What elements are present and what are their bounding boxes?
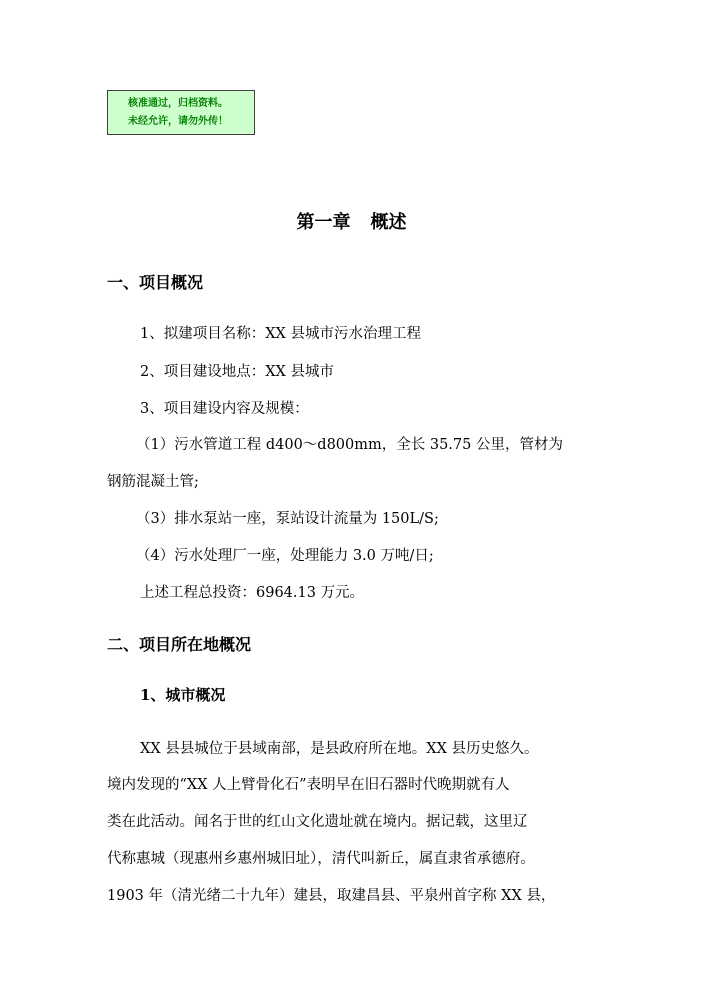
chapter-name: 概述 [370,212,407,233]
approval-stamp [107,90,255,135]
stamp-line-1: 核准通过，归档资料。 [128,98,228,109]
sub-item-sewer-pipe: （1）污水管道工程 d400～d800mm，全长 35.75 公里，管材为 [136,437,563,453]
section-heading-location-overview: 二、项目所在地概况 [107,635,252,654]
total-investment: 上述工程总投资：6964.13 万元。 [140,585,365,601]
item-project-location: 2、项目建设地点：XX 县城市 [140,364,334,380]
paragraph-line-5: 1903 年（清光绪二十九年）建县，取建昌县、平泉州首字称 XX 县， [107,888,556,904]
chapter-number: 第一章 [296,212,351,233]
chapter-title [0,208,703,234]
stamp-line-2: 未经允许，请勿外传！ [128,116,228,127]
paragraph-line-2: 境内发现的“XX 人上臂骨化石”表明早在旧石器时代晚期就有人 [107,777,510,793]
paragraph-line-1: XX 县县城位于县域南部，是县政府所在地。XX 县历史悠久。 [140,741,539,757]
item-project-name: 1、拟建项目名称：XX 县城市污水治理工程 [140,326,421,342]
item-project-scope: 3、项目建设内容及规模： [140,401,309,417]
sub-heading-city-overview: 1、城市概况 [140,686,226,704]
section-heading-project-overview: 一、项目概况 [107,273,204,292]
sub-item-pump-station: （3）排水泵站一座，泵站设计流量为 150L/S; [136,511,439,527]
sub-item-treatment-plant: （4）污水处理厂一座，处理能力 3.0 万吨/日; [136,548,434,564]
paragraph-line-4: 代称惠城（现惠州乡惠州城旧址），清代叫新丘，属直隶省承德府。 [107,851,535,867]
sub-item-sewer-pipe-cont: 钢筋混凝土管; [107,474,199,490]
paragraph-line-3: 类在此活动。闻名于世的红山文化遗址就在境内。据记载，这里辽 [107,814,528,830]
